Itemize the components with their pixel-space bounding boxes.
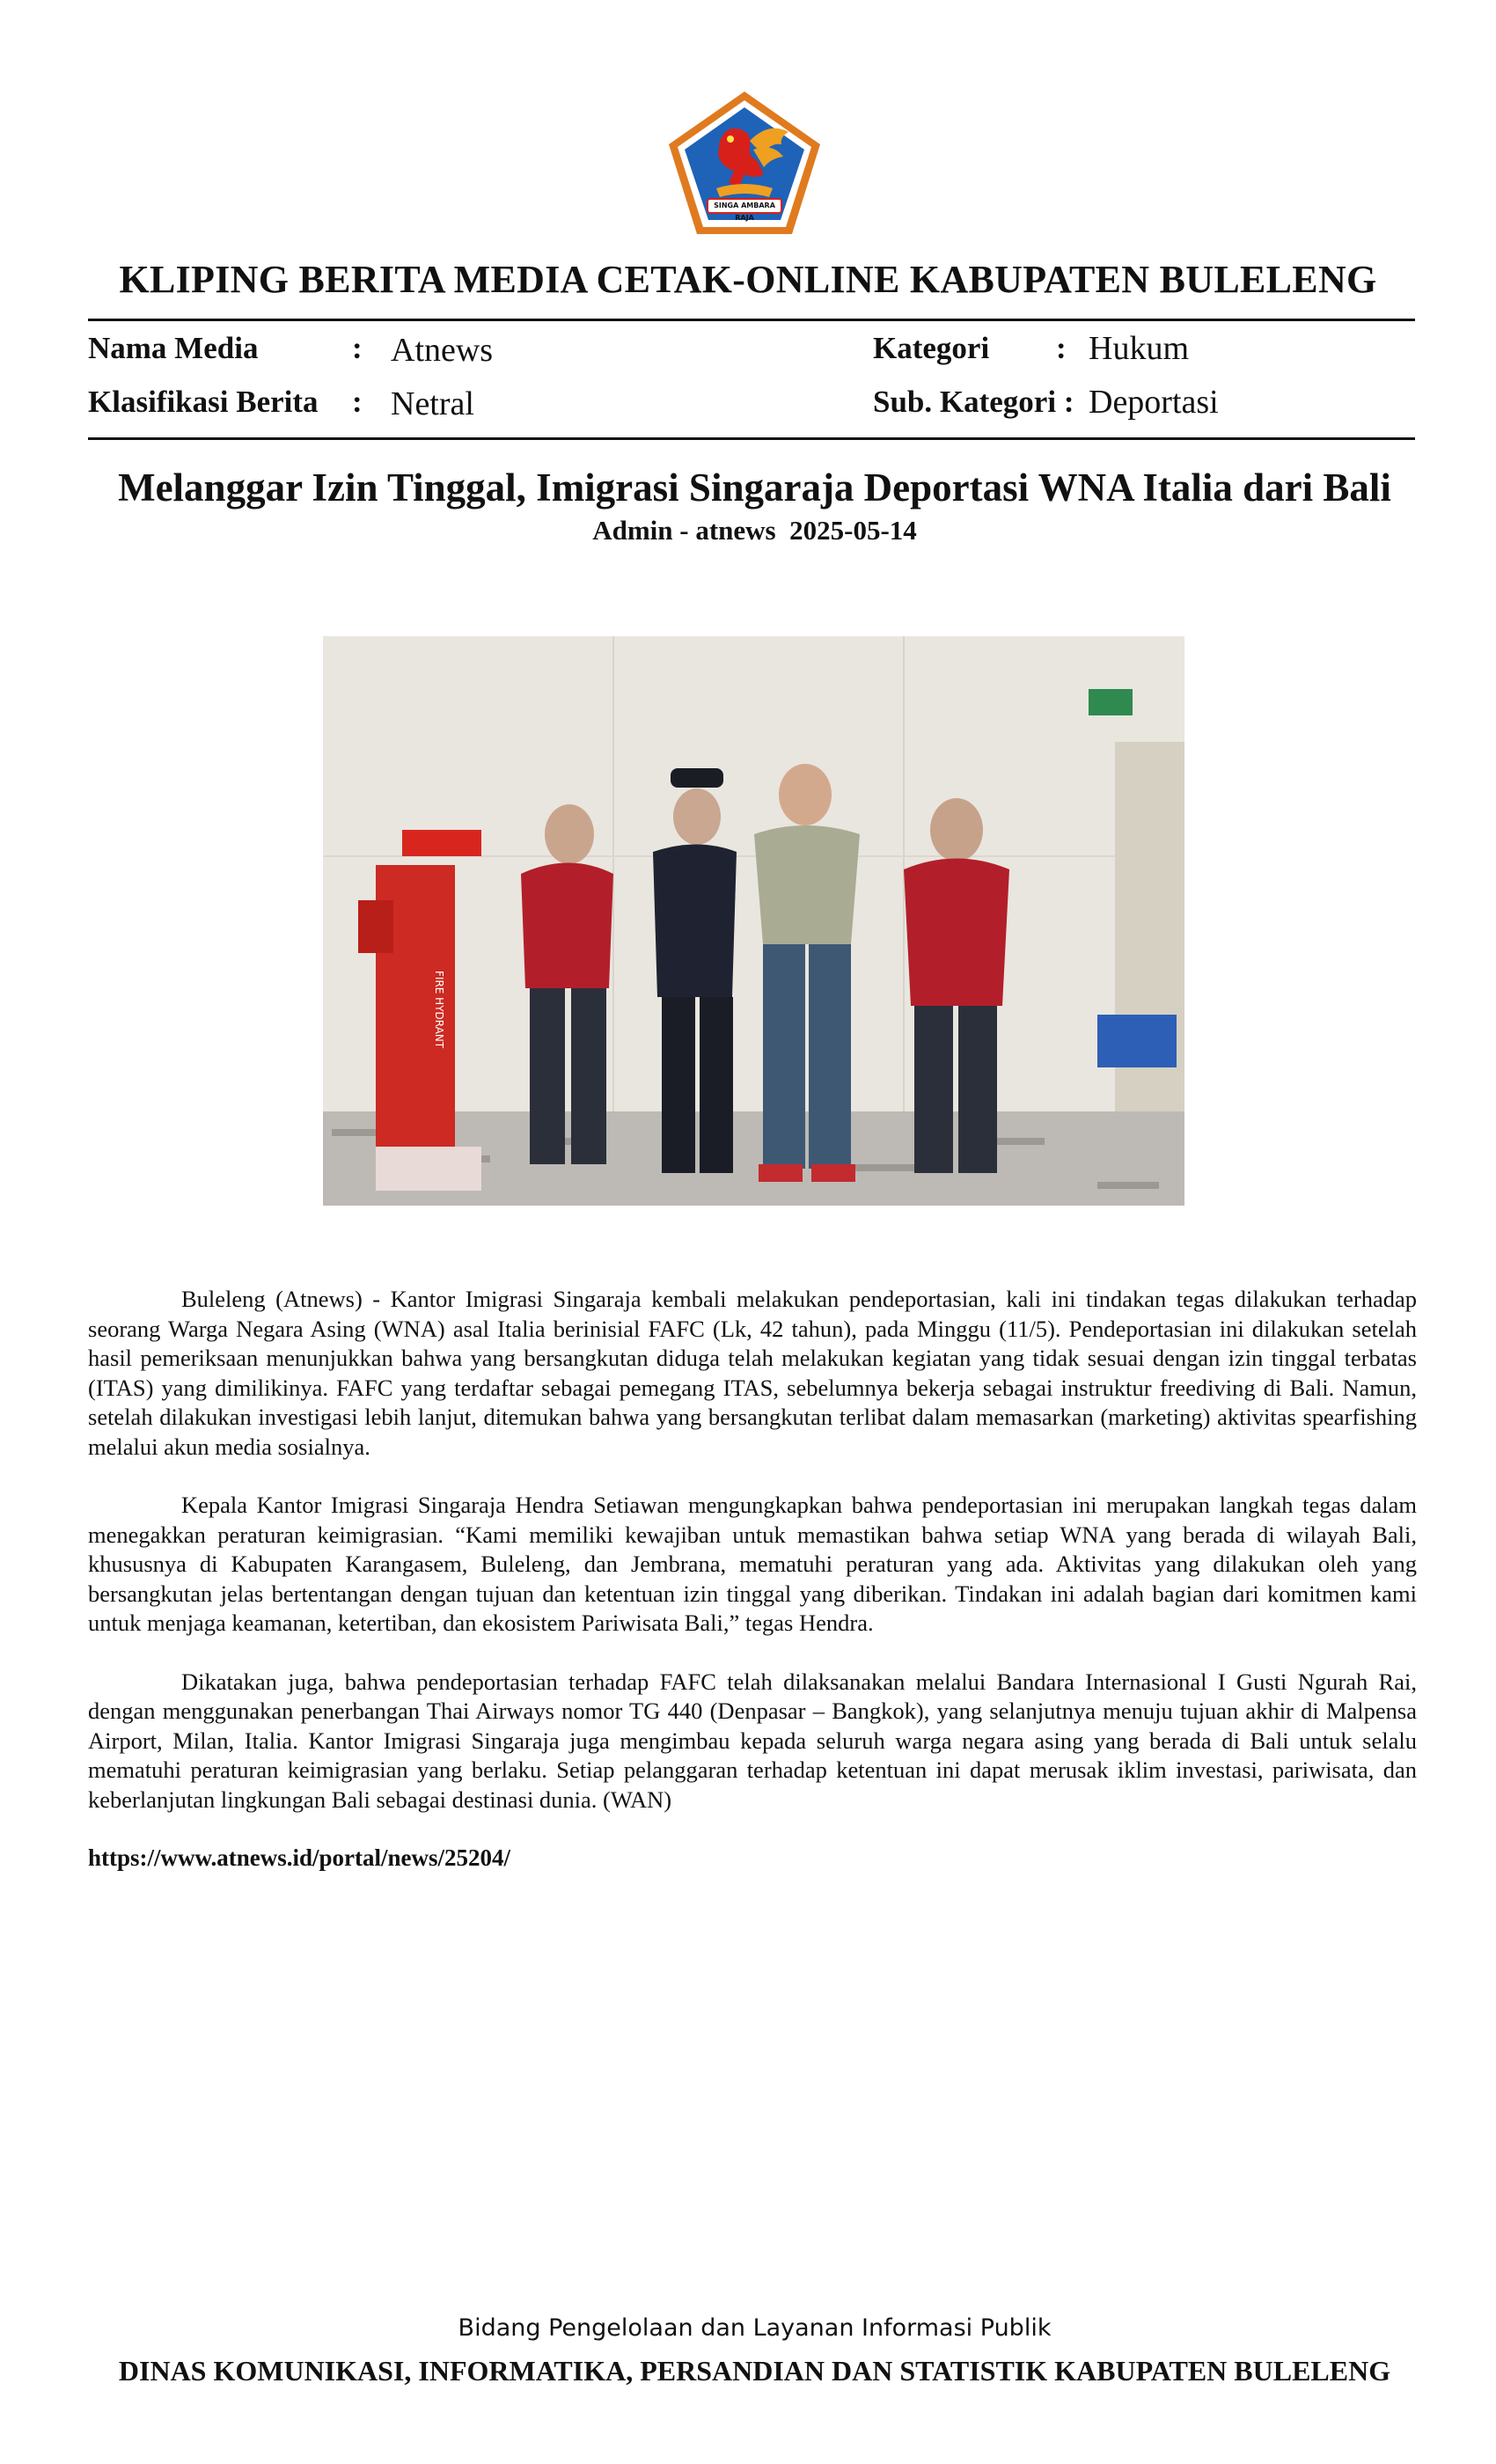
news-photo-officers-with-deportee-icon (323, 636, 1184, 1206)
subkategori-label: Sub. Kategori : (873, 385, 1074, 419)
source-link[interactable]: https://www.atnews.id/portal/news/25204/ (88, 1844, 511, 1871)
footer-agency: DINAS KOMUNIKASI, INFORMATIKA, PERSANDIAN DAN STATISTIK KABUPATEN BULELENG (118, 2355, 1391, 2387)
article-headline: Melanggar Izin Tinggal, Imigrasi Singaraja Deportasi WNA Italia dari Bali (118, 466, 1391, 510)
article-paragraph: Dikatakan juga, bahwa pendeportasian terhadap FAFC telah dilaksanakan melalui Bandara Internasional I Gusti Ngurah Rai, dengan menggunakan penerbangan Thai Airways nomor TG 440 (Denpasar – Bangkok), yang selanjutnya menuju tujuan akhir di Malpensa Airport, Milan, Italia. Kantor Imigrasi Singaraja juga mengimbau kepada seluruh warga negara asing yang berada di Bali untuk selalu mematuhi peraturan keimigrasian yang berlaku. Setiap pelanggaran terhadap ketentuan ini dapat merusak iklim investasi, pariwisata, dan keberlanjutan lingkungan Bali sebagai destinasi dunia. (WAN) (88, 1668, 1417, 1813)
media-label: Nama Media (88, 331, 259, 365)
klasifikasi-colon: : (352, 385, 363, 419)
singa-ambara-raja-crest-icon (665, 88, 824, 238)
logo-text: SINGA AMBARA RAJA (714, 202, 775, 222)
article-body (88, 1285, 1417, 1844)
kategori-label: Kategori (873, 331, 990, 365)
kategori-colon: : (1056, 331, 1067, 365)
klasifikasi-label: Klasifikasi Berita (88, 385, 319, 419)
kategori-value: Hukum (1089, 330, 1189, 367)
media-colon: : (352, 331, 363, 365)
article-byline: Admin - atnews 2025-05-14 (592, 515, 917, 546)
subkategori-value: Deportasi (1089, 384, 1219, 421)
header-divider-bottom (88, 437, 1415, 440)
header-divider-top (88, 319, 1415, 321)
article-paragraph: Kepala Kantor Imigrasi Singaraja Hendra Setiawan mengungkapkan bahwa pendeportasian ini merupakan langkah tegas dalam menegakkan peraturan keimigrasian. “Kami memiliki kewajiban untuk memastikan bahwa setiap WNA yang berada di wilayah Bali, khususnya di Kabupaten Karangasem, Buleleng, dan Jembrana, mematuhi peraturan yang ada. Aktivitas yang dilakukan oleh yang bersangkutan jelas bertentangan dengan tujuan dan ketentuan izin tinggal yang diberikan. Tindakan ini adalah bagian dari komitmen kami untuk menjaga keamanan, ketertiban, dan ekosistem Pariwisata Bali,” tegas Hendra. (88, 1492, 1417, 1636)
document-title: KLIPING BERITA MEDIA CETAK-ONLINE KABUPATEN BULELENG (119, 258, 1377, 301)
footer-department: Bidang Pengelolaan dan Layanan Informasi Publik (458, 2314, 1052, 2342)
fire-hydrant-sign-text: FIRE HYDRANT (433, 971, 445, 1049)
article-paragraph: Buleleng (Atnews) - Kantor Imigrasi Singaraja kembali melakukan pendeportasian, kali ini tindakan tegas dilakukan terhadap seorang Warga Negara Asing (WNA) asal Italia berinisial FAFC (Lk, 42 tahun), pada Minggu (11/5). Pendeportasian ini dilakukan setelah hasil pemeriksaan menunjukkan bahwa yang bersangkutan diduga telah melakukan kegiatan yang tidak sesuai dengan izin tinggal terbatas (ITAS) yang dimilikinya. FAFC yang terdaftar sebagai pemegang ITAS, sebelumnya bekerja sebagai instruktur freediving di Bali. Namun, setelah dilakukan investigasi lebih lanjut, ditemukan bahwa yang bersangkutan terlibat dalam memasarkan (marketing) aktivitas spearfishing melalui akun media sosialnya. (88, 1286, 1417, 1460)
klasifikasi-value: Netral (391, 385, 474, 422)
media-value: Atnews (391, 332, 494, 369)
